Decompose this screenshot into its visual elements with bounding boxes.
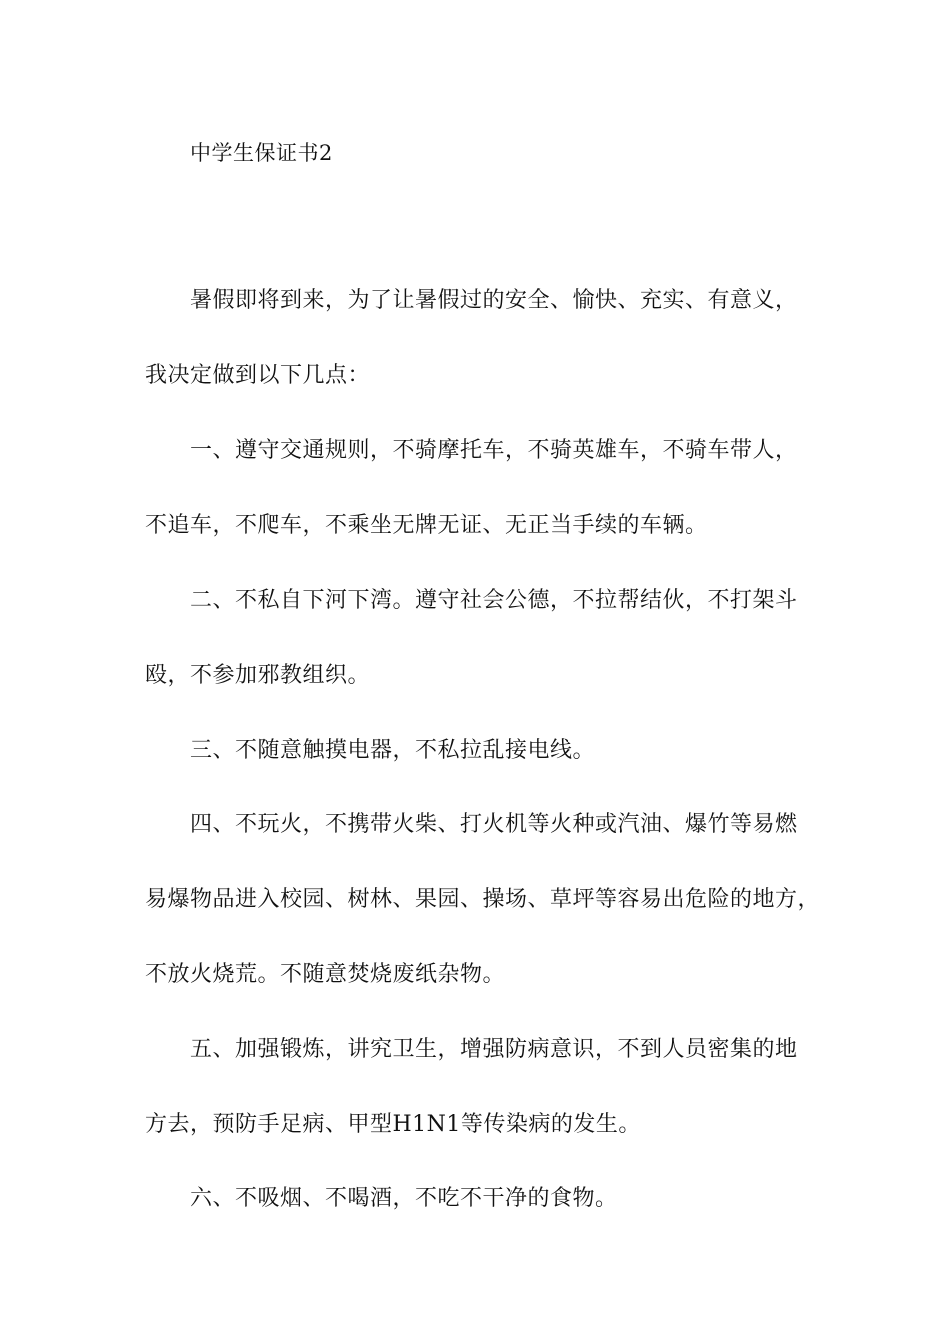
- document-title: 中学生保证书2: [190, 141, 333, 165]
- paragraph-line: 我决定做到以下几点：: [145, 363, 371, 388]
- paragraph-line: 四、不玩火，不携带火柴、打火机等火种或汽油、爆竹等易燃: [190, 812, 798, 837]
- paragraph-line: 六、不吸烟、不喝酒，不吃不干净的食物。: [190, 1186, 618, 1211]
- paragraph-line: 五、加强锻炼，讲究卫生，增强防病意识，不到人员密集的地: [190, 1037, 798, 1062]
- paragraph-line: 方去，预防手足病、甲型H1N1等传染病的发生。: [145, 1112, 641, 1137]
- paragraph-line: 易爆物品进入校园、树林、果园、操场、草坪等容易出危险的地方，: [145, 887, 821, 912]
- paragraph-line: 暑假即将到来，为了让暑假过的安全、愉快、充实、有意义，: [190, 288, 798, 313]
- paragraph-line: 二、不私自下河下湾。遵守社会公德，不拉帮结伙，不打架斗: [190, 588, 798, 613]
- paragraph-line: 不放火烧荒。不随意焚烧废纸杂物。: [145, 962, 506, 987]
- paragraph-line: 三、不随意触摸电器，不私拉乱接电线。: [190, 738, 596, 763]
- paragraph-line: 一、遵守交通规则，不骑摩托车，不骑英雄车，不骑车带人，: [190, 438, 798, 463]
- paragraph-line: 不追车，不爬车，不乘坐无牌无证、无正当手续的车辆。: [145, 513, 708, 538]
- paragraph-line: 殴，不参加邪教组织。: [145, 663, 371, 688]
